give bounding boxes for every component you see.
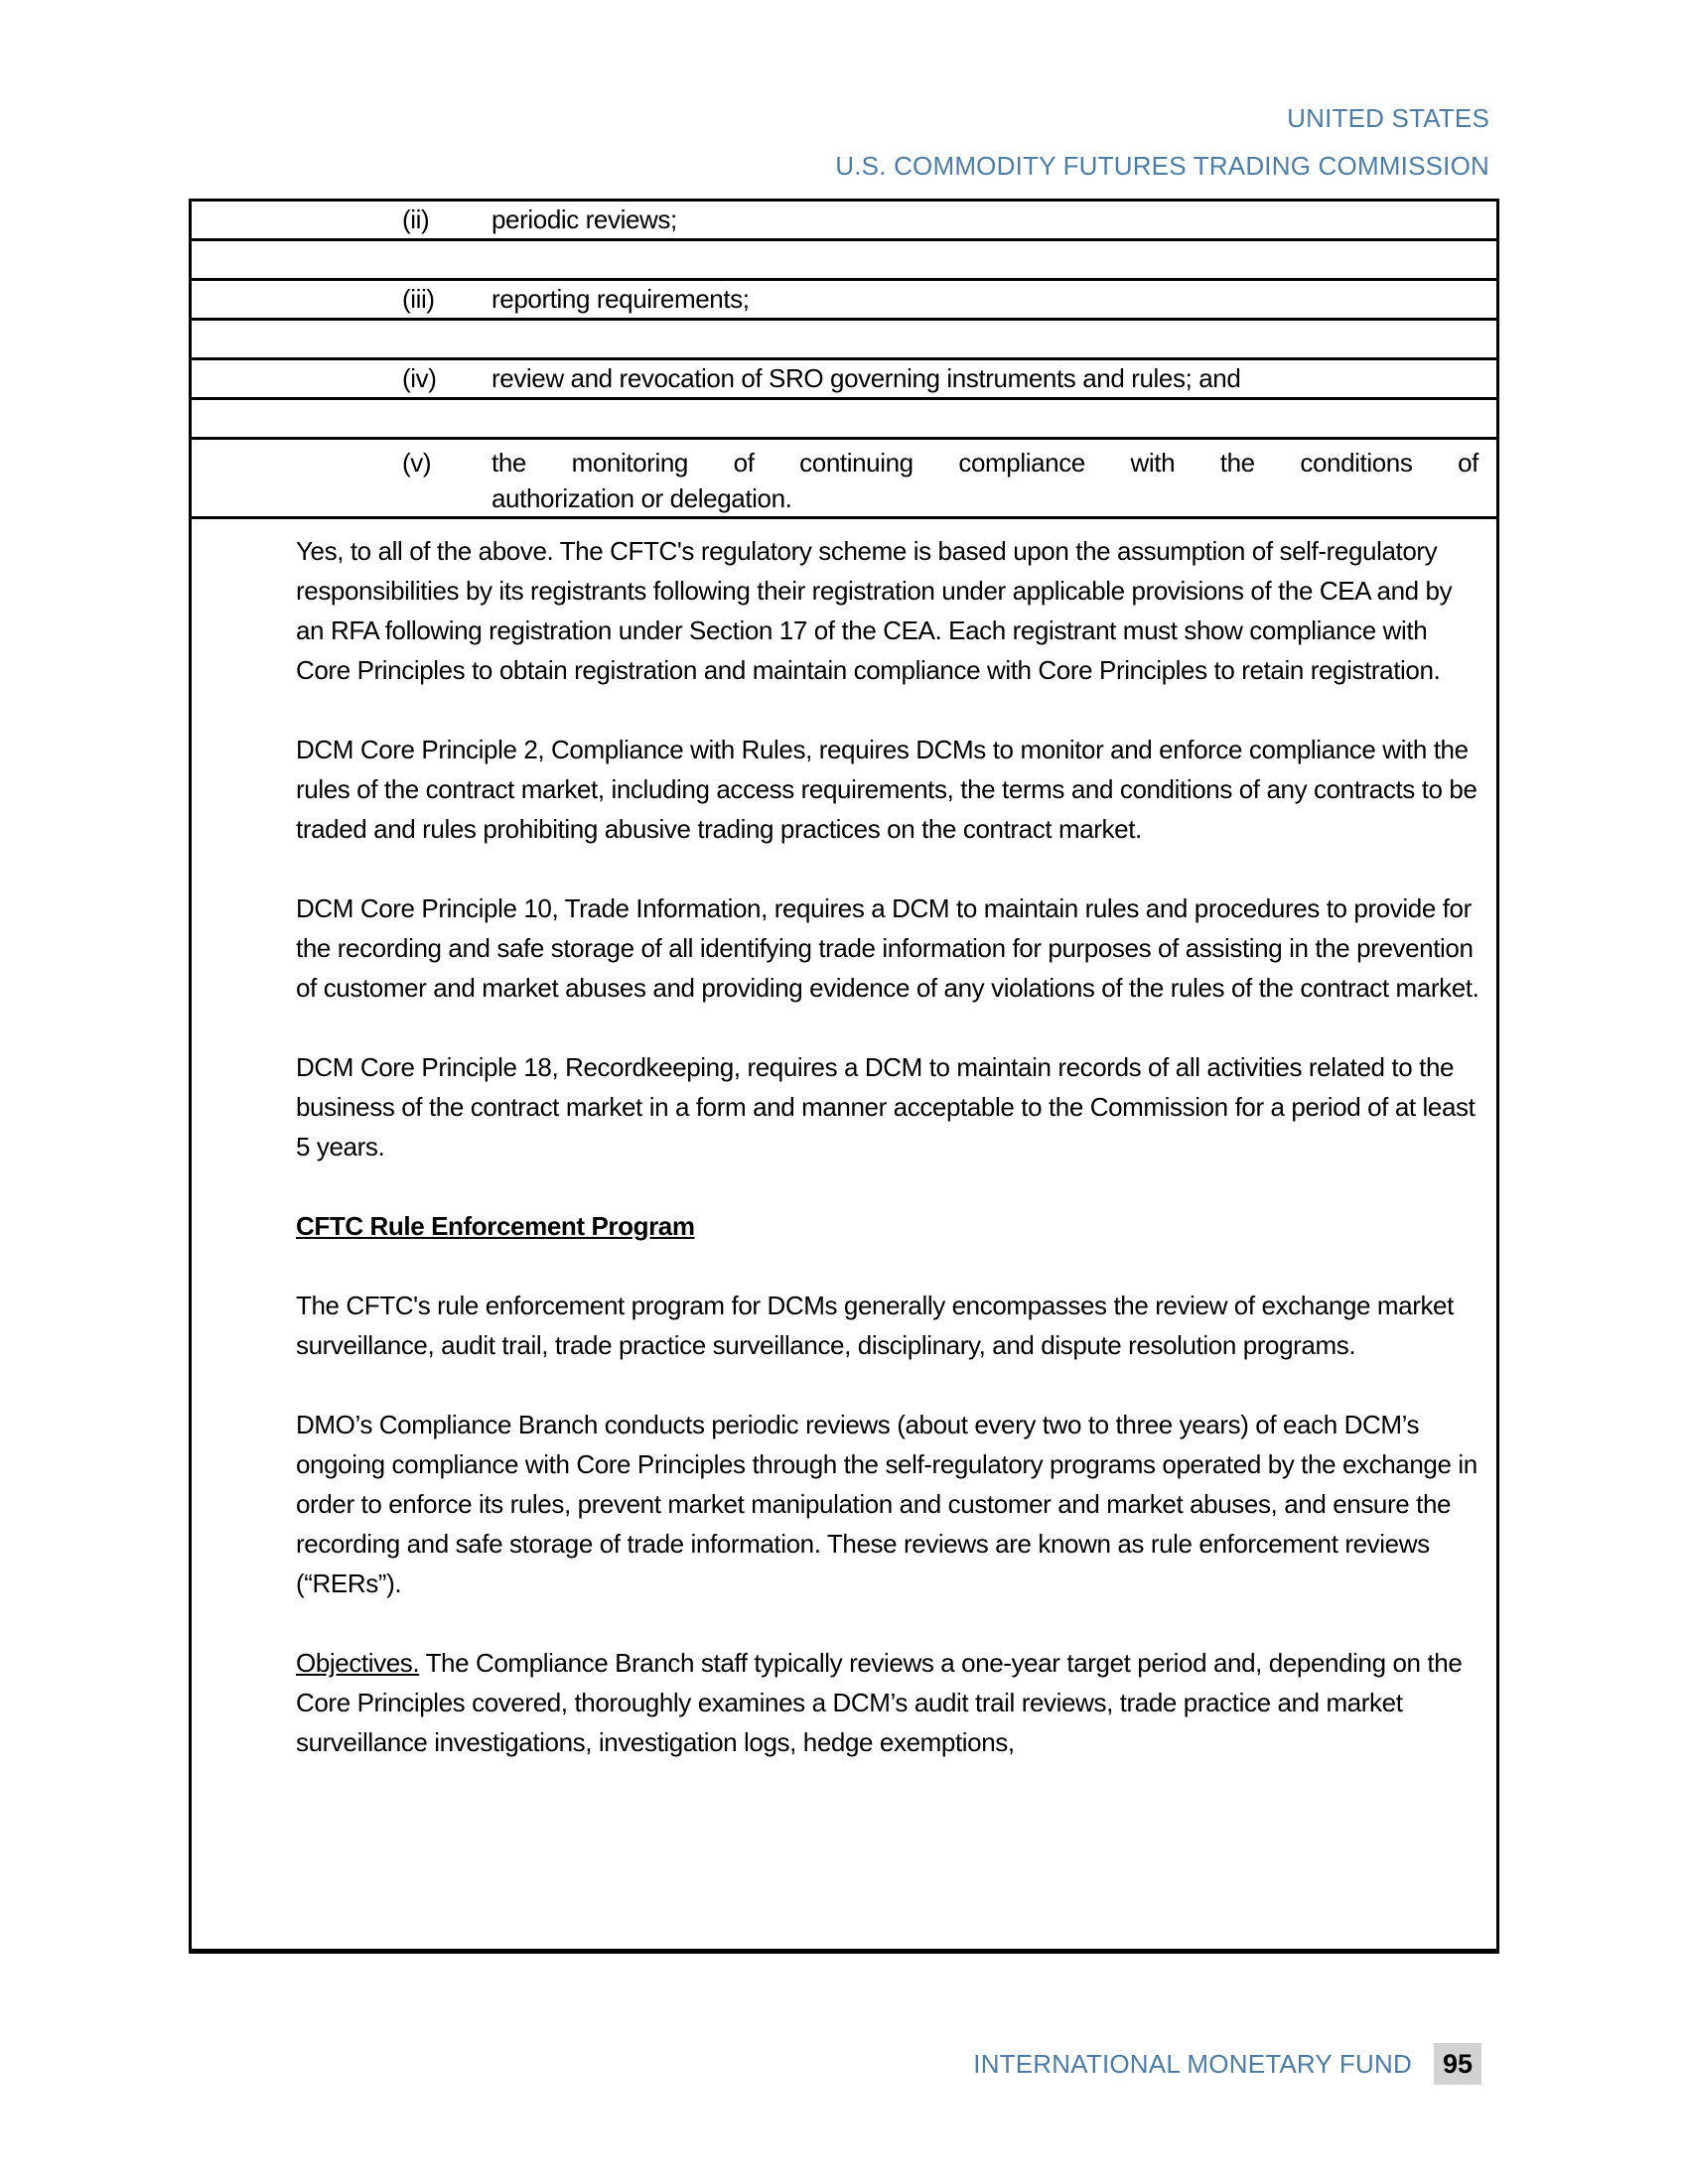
paragraph-dmo-compliance-branch: DMO’s Compliance Branch conducts periodic reviews (about every two to three years) of each DCM’s ongoing compliance with Core Principles through the self-regulatory programs operated by the exchange in order to enforce its rules, prevent market manipulation and customer and market abuses, and ensure the recording and safe storage of trade information. These reviews are known as rule enforcement reviews (“RERs”). (296, 1410, 1477, 1598)
table-row-empty (192, 321, 1496, 360)
table-row-iv (192, 360, 1496, 400)
objectives-lead: Objectives. (296, 1648, 420, 1678)
section-heading-text: CFTC Rule Enforcement Program (296, 1211, 695, 1241)
page-footer (973, 2043, 1481, 2085)
paragraph-core-principle-10: DCM Core Principle 10, Trade Information, requires a DCM to maintain rules and procedures to provide for the recording and safe storage of all identifying trade information for purposes of assisting in the prevention of customer and market abuses and providing evidence of any violations of the rules of the contract market. (296, 893, 1479, 1003)
header-agency: U.S. COMMODITY FUTURES TRADING COMMISSION (835, 151, 1489, 181)
row-label: (v) (402, 448, 432, 478)
table-row-v (192, 440, 1496, 519)
table-row-empty (192, 241, 1496, 281)
paragraph-rule-enforcement-program: The CFTC's rule enforcement program for DCMs generally encompasses the review of exchange market surveillance, audit trail, trade practice surveillance, disciplinary, and dispute resolution programs. (296, 1291, 1454, 1360)
paragraph-regulatory-scheme: Yes, to all of the above. The CFTC's regulatory scheme is based upon the assumption of self-regulatory responsibilities by its registrants following their registration under applicable provisions of the CEA and by an RFA following registration under Section 17 of the CEA. Each registrant must show compliance with Core Principles to obtain registration and maintain compliance with Core Principles to retain registration. (296, 536, 1453, 685)
paragraph-core-principle-2: DCM Core Principle 2, Compliance with Rules, requires DCMs to monitor and enforce compliance with the rules of the contract market, including access requirements, the terms and conditions of any contracts to be traded and rules prohibiting abusive trading practices on the contract market. (296, 735, 1477, 844)
row-text: periodic reviews; (492, 205, 677, 234)
paragraph-core-principle-18: DCM Core Principle 18, Recordkeeping, requires a DCM to maintain records of all activities related to the business of the contract market in a form and manner acceptable to the Commission for a period of at least 5 years. (296, 1052, 1476, 1161)
page-number-badge: 95 (1434, 2043, 1481, 2085)
row-text: reporting requirements; (492, 284, 750, 314)
header-country: UNITED STATES (1287, 103, 1489, 133)
page-header (835, 94, 1489, 190)
row-label: (ii) (402, 205, 430, 234)
section-heading (296, 1206, 1486, 1246)
row-text-line1: the monitoring of continuing compliance with the conditions of (492, 448, 1478, 478)
row-text: review and revocation of SRO governing instruments and rules; and (492, 363, 1241, 393)
row-text-line2: authorization or delegation. (492, 483, 792, 513)
objectives-rest: The Compliance Branch staff typically reviews a one-year target period and, depending on the Core Principles covered, thoroughly examines a DCM’s audit trail reviews, trade practice and market surveillance investigations, investigation logs, hedge exemptions, (296, 1648, 1463, 1757)
table-row-empty (192, 400, 1496, 440)
row-label: (iv) (402, 363, 437, 393)
question-table (189, 199, 1499, 1954)
row-label: (iii) (402, 284, 435, 314)
footer-organization: INTERNATIONAL MONETARY FUND (973, 2048, 1412, 2079)
paragraph-objectives (296, 1643, 1486, 1762)
table-row-ii (192, 202, 1496, 241)
table-row-iii (192, 281, 1496, 321)
row-text (492, 445, 1496, 516)
answer-cell (192, 519, 1496, 1949)
